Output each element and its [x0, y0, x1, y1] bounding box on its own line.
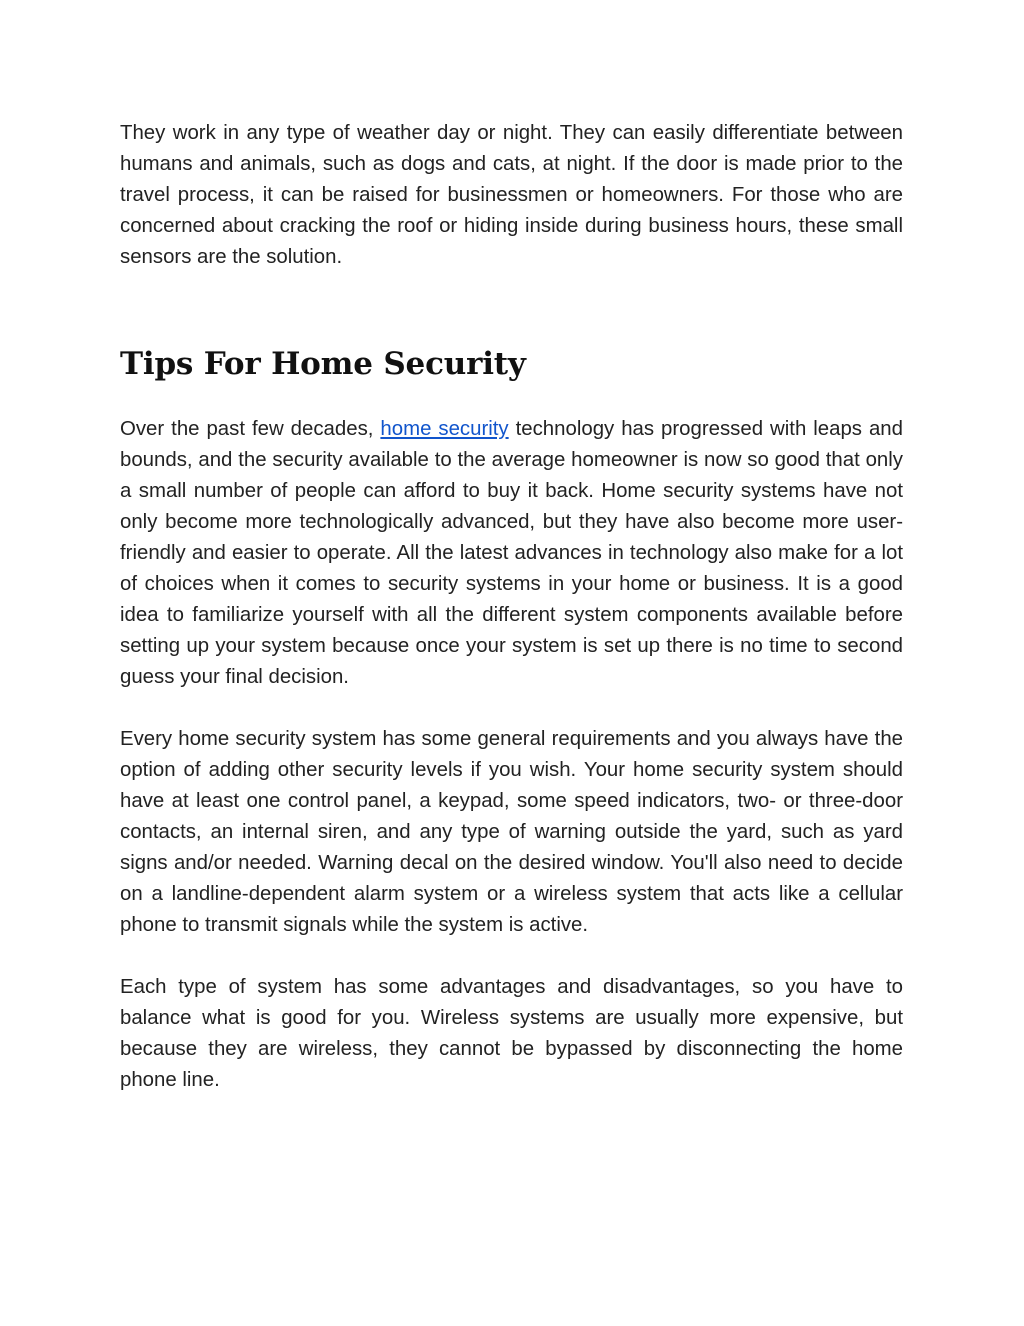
paragraph-text-after-link: technology has progressed with leaps and bounds, and the security available to the average homeowner is now so good that only a small number of people can afford to buy it back. Home security systems have not only become more technologically advanced, but they have also become more user-friendly and easier to operate. All the latest advances in technology also make for a lot of choices when it comes to security systems in your home or business. It is a good idea to familiarize yourself with all the different system components available before setting up your system because once your system is set up there is no time to second guess your final decision.	[120, 418, 903, 688]
paragraph-text-before-link: Over the past few decades,	[120, 418, 381, 440]
heading-wrap	[120, 344, 903, 384]
paragraph-gap	[120, 941, 903, 972]
paragraph-advantages: Each type of system has some advantages and disadvantages, so you have to balance what is good for you. Wireless systems are usually more expensive, but because they are wireless, they cannot be bypassed by disconnecting the home phone line.	[120, 976, 903, 1091]
paragraph-gap	[120, 693, 903, 724]
section-heading: Tips For Home Security	[120, 346, 526, 382]
paragraph-home-security-intro	[120, 414, 903, 693]
document-content	[120, 118, 903, 1096]
intro-paragraph: They work in any type of weather day or night. They can easily differentiate between humans and animals, such as dogs and cats, at night. If the door is made prior to the travel process, it can be raised for businessmen or homeowners. For those who are concerned about cracking the roof or hiding inside during business hours, these small sensors are the solution.	[120, 122, 903, 268]
home-security-link[interactable]: home security	[380, 418, 509, 440]
paragraph-requirements: Every home security system has some general requirements and you always have the option of adding other security levels if you wish. Your home security system should have at least one control panel, a keypad, some speed indicators, two- or three-door contacts, an internal siren, and any type of warning outside the yard, such as yard signs and/or needed. Warning decal on the desired window. You'll also need to decide on a landline-dependent alarm system or a wireless system that acts like a cellular phone to transmit signals while the system is active.	[120, 728, 903, 936]
